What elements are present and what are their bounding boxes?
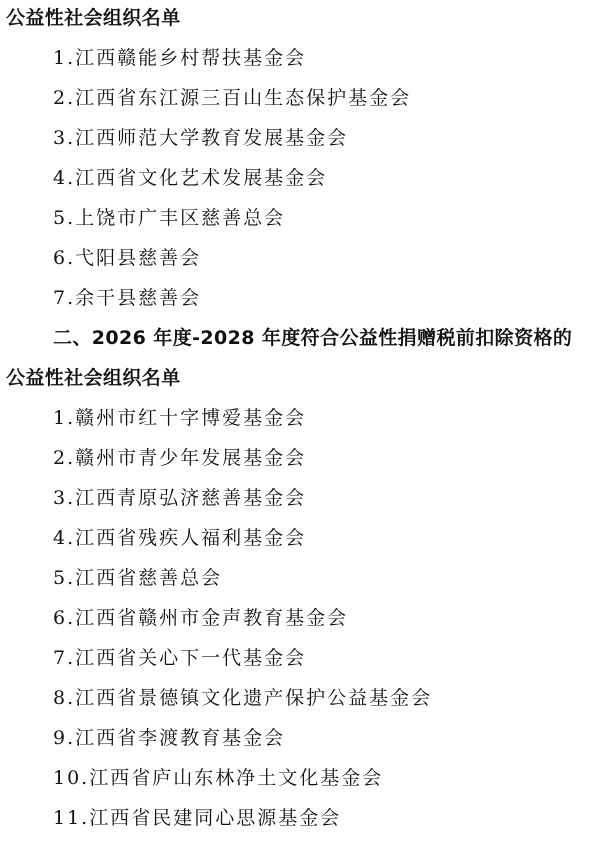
- list-item: 5.上饶市广丰区慈善总会: [53, 207, 286, 229]
- list-item: 4.江西省文化艺术发展基金会: [53, 167, 328, 189]
- list-item: 1.江西赣能乡村帮扶基金会: [53, 47, 307, 69]
- list-item: 1.赣州市红十字博爱基金会: [53, 407, 307, 429]
- section2-heading-line1: 二、2026 年度-2028 年度符合公益性捐赠税前扣除资格的: [53, 327, 573, 349]
- list-item: 11.江西省民建同心思源基金会: [53, 807, 342, 829]
- list-item: 2.江西省东江源三百山生态保护基金会: [53, 87, 412, 109]
- list-item: 8.江西省景德镇文化遗产保护公益基金会: [53, 687, 433, 709]
- list-item: 2.赣州市青少年发展基金会: [53, 447, 307, 469]
- list-item: 4.江西省残疾人福利基金会: [53, 527, 307, 549]
- list-item: 7.江西省关心下一代基金会: [53, 647, 307, 669]
- list-item: 7.余干县慈善会: [53, 287, 202, 309]
- list-item: 9.江西省李渡教育基金会: [53, 727, 286, 749]
- list-item: 10.江西省庐山东林净土文化基金会: [53, 767, 384, 789]
- list-item: 6.弋阳县慈善会: [53, 247, 202, 269]
- list-item: 5.江西省慈善总会: [53, 567, 223, 589]
- section2-heading-line2: 公益性社会组织名单: [6, 367, 181, 389]
- list-item: 6.江西省赣州市金声教育基金会: [53, 607, 349, 629]
- list-item: 3.江西青原弘济慈善基金会: [53, 487, 307, 509]
- list-item: 3.江西师范大学教育发展基金会: [53, 127, 349, 149]
- section1-heading-tail: 公益性社会组织名单: [6, 7, 181, 29]
